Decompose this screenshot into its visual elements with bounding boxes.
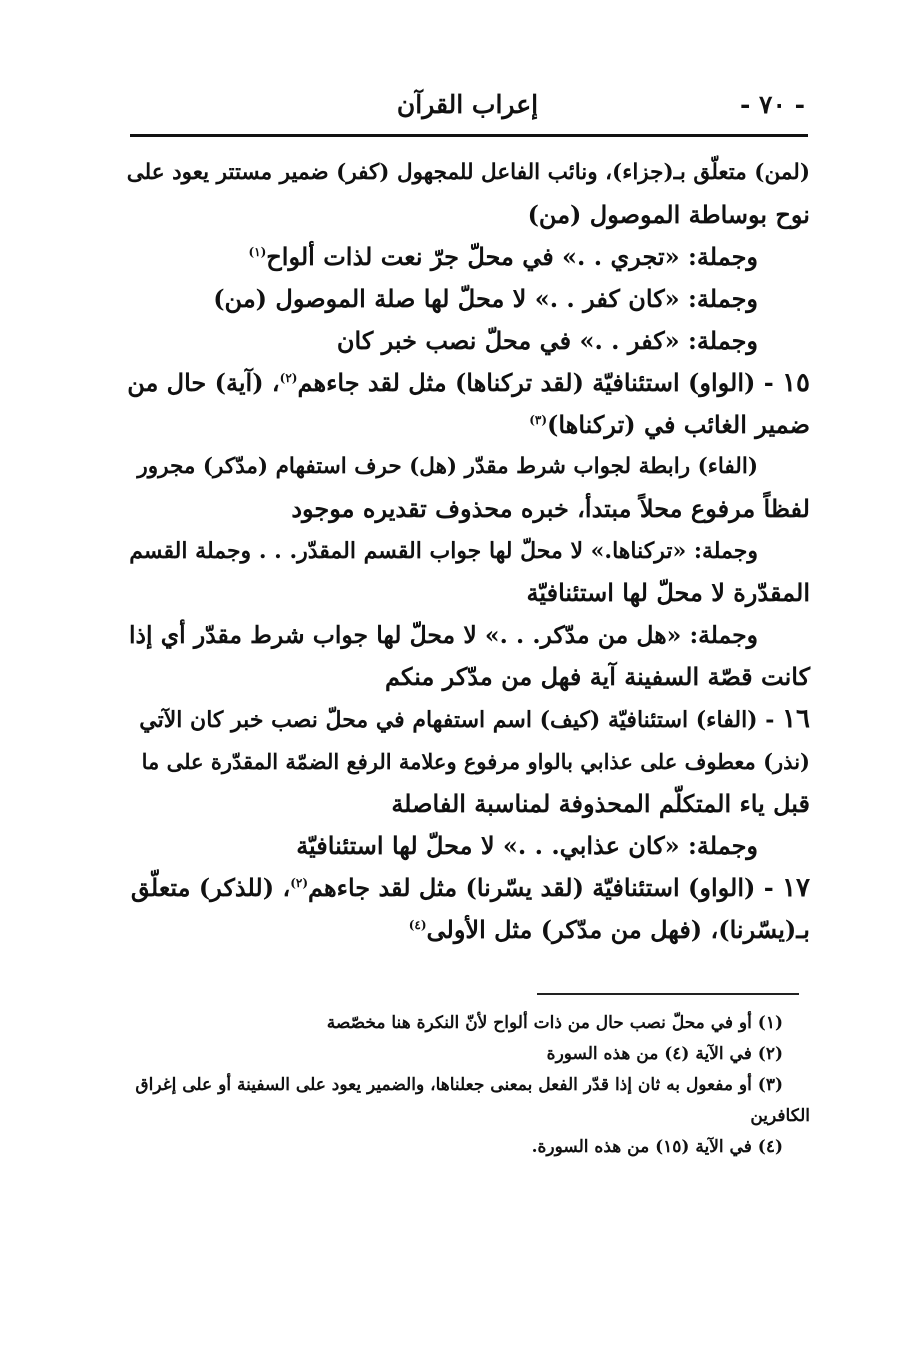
page-header (130, 82, 805, 132)
text-line: لفظاً مرفوع محلاً مبتدأ، خبره محذوف تقديره موجود (291, 494, 810, 523)
text-line: وجملة: «تركناها.» لا محلّ لها جواب القسم المقدّر. . . وجملة القسم (129, 538, 758, 564)
text-line: نوح بوساطة الموصول (من) (527, 200, 810, 229)
footnote-3-cont: الكافرين (750, 1106, 810, 1126)
footnote-4: (٤) في الآية (١٥) من هذه السورة. (531, 1137, 783, 1157)
text-line: (نذر) معطوف على عذابي بالواو مرفوع وعلامة الرفع الضمّة المقدّرة على ما (141, 749, 810, 774)
verse-entry-15: ١٥ - (الواو) استئنافيّة (لقد تركناها) مثل لقد جاءهم$^{(٢)}$، (آية) حال من (127, 368, 810, 398)
text-line: (الفاء) رابطة لجواب شرط مقدّر (هل) حرف استفهام (مدّكر) مجرور (137, 454, 758, 479)
footnote-3: (٣) أو مفعول به ثان إذا قدّر الفعل بمعنى جعلناها، والضمير يعود على السفينة أو على إغراق (135, 1075, 783, 1095)
text-line: وجملة: «كفر . .» في محلّ نصب خبر كان (336, 326, 758, 355)
footnote-2: (٢) في الآية (٤) من هذه السورة (546, 1044, 783, 1064)
footnote-ref: (٤) (408, 918, 427, 932)
running-title: إعراب القرآن (396, 90, 539, 119)
text-line: قبل ياء المتكلّم المحذوفة لمناسبة الفاصلة (391, 789, 810, 818)
main-text (128, 152, 810, 951)
verse-entry-17: ١٧ - (الواو) استئنافيّة (لقد يسّرنا) مثل لقد جاءهم$^{(٢)}$، (للذكر) متعلّق (130, 873, 810, 903)
footnote-ref: (٣) (529, 413, 548, 427)
verse-number: ١٥ (782, 368, 810, 398)
text-line: (لمن) متعلّق بـ(جزاء)، ونائب الفاعل للمجهول (كفر) ضمير مستتر يعود على (126, 160, 810, 185)
footnote-ref: (٢) (279, 371, 298, 385)
page-number: - ٧٠ - (739, 90, 805, 119)
footnote-1: (١) أو في محلّ نصب حال من ذات ألواح لأنّ النكرة هنا مخصّصة (326, 1013, 783, 1033)
text-line: وجملة: «كان عذابي. . .» لا محلّ لها استئنافيّة (296, 831, 758, 860)
text-line: كانت قصّة السفينة آية فهل من مدّكر منكم (384, 662, 810, 691)
footnotes (128, 1008, 810, 1163)
verse-number: ١٦ (782, 704, 810, 734)
footnote-ref: (١) (248, 245, 267, 259)
footnote-separator (537, 993, 799, 995)
verse-number: ١٧ (782, 873, 810, 903)
text-line: وجملة: «كان كفر . .» لا محلّ لها صلة الموصول (من) (213, 284, 758, 313)
footnote-ref: (٢) (290, 876, 309, 890)
text-line: بـ(يسّرنا)، (فهل من مدّكر) مثل الأولى$^{(٤)}$ (408, 915, 810, 944)
verse-entry-16: ١٦ - (الفاء) استئنافيّة (كيف) اسم استفهام في محلّ نصب خبر كان الآتي (139, 704, 810, 734)
text-line: ضمير الغائب في (تركناها)$^{(٣)}$ (529, 410, 810, 439)
header-rule (130, 134, 808, 137)
text-line: وجملة: «هل من مدّكر. . .» لا محلّ لها جواب شرط مقدّر أي إذا (129, 621, 758, 649)
text-line: وجملة: «تجري . .» في محلّ جرّ نعت لذات ألواح$^{(١)}$ (248, 242, 758, 271)
text-line: المقدّرة لا محلّ لها استئنافيّة (526, 578, 810, 607)
